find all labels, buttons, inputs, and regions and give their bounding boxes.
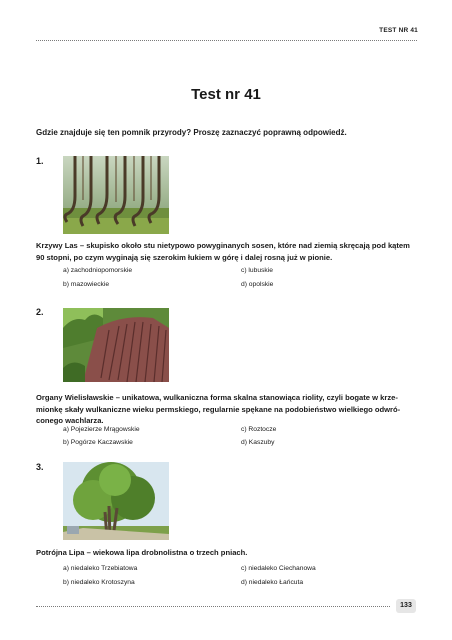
description-line: mionkę skały wulkaniczne wieku permskiego, regularnie spękane na podobieństwo wielkiego odwró- <box>36 404 401 414</box>
running-header: TEST NR 41 <box>379 27 418 34</box>
description-line: Krzywy Las – skupisko około stu nietypowo powyginanych sosen, które nad ziemią skręcają pod kątem <box>36 241 410 250</box>
description-line: Potrójna Lipa – wiekowa lipa drobnolistna o trzech pniach. <box>36 548 248 557</box>
answer-option-3c[interactable]: c) niedaleko Ciechanowa <box>241 565 316 572</box>
answer-option-3a[interactable]: a) niedaleko Trzebiatowa <box>63 565 138 572</box>
footer-divider <box>36 606 390 607</box>
question-number-1: 1. <box>36 156 44 166</box>
answer-option-2c[interactable]: c) Roztocze <box>241 426 277 433</box>
answer-option-2d[interactable]: d) Kaszuby <box>241 439 275 446</box>
page-number: 133 <box>396 599 416 613</box>
photo-organy-wielislawskie <box>63 308 169 382</box>
description-line: Organy Wielisławskie – unikatowa, wulkaniczna forma skalna stanowiąca riolity, czyli bogate w krze- <box>36 393 398 402</box>
description-line: conego wachlarza. <box>36 416 104 426</box>
question-3-description <box>36 547 419 559</box>
question-2-description <box>36 392 419 427</box>
question-number-3: 3. <box>36 462 44 472</box>
answer-option-1b[interactable]: b) mazowieckie <box>63 281 110 288</box>
answer-option-3d[interactable]: d) niedaleko Łańcuta <box>241 579 304 586</box>
description-line: 90 stopni, po czym wyginają się szerokim łukiem w górę i dalej rosną już w pionie. <box>36 252 333 262</box>
answer-option-2b[interactable]: b) Pogórze Kaczawskie <box>63 439 133 446</box>
header-divider <box>36 40 417 41</box>
instruction-text: Gdzie znajduje się ten pomnik przyrody? Proszę zaznaczyć poprawną odpowiedź. <box>36 128 347 137</box>
answer-option-1d[interactable]: d) opolskie <box>241 281 274 288</box>
answer-option-3b[interactable]: b) niedaleko Krotoszyna <box>63 579 135 586</box>
answer-option-2a[interactable]: a) Pojezierze Mrągowskie <box>63 426 140 433</box>
photo-potrojna-lipa <box>63 462 169 540</box>
question-number-2: 2. <box>36 307 44 317</box>
question-1-description <box>36 240 419 263</box>
answer-option-1c[interactable]: c) lubuskie <box>241 267 273 274</box>
page-title: Test nr 41 <box>191 86 261 103</box>
photo-crooked-forest <box>63 156 169 234</box>
answer-option-1a[interactable]: a) zachodniopomorskie <box>63 267 133 274</box>
